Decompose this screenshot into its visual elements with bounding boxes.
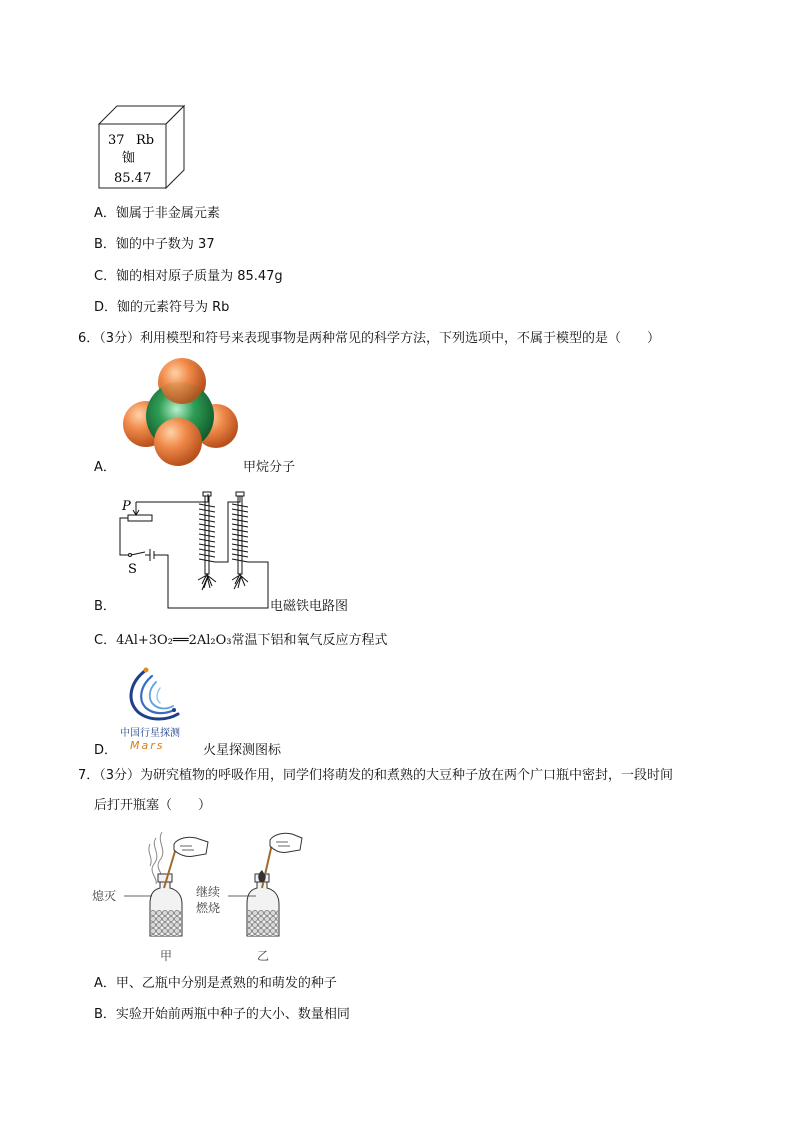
q6-option-b-key[interactable]: B． — [94, 599, 116, 614]
q5-option-b[interactable]: B．铷的中子数为 37 — [94, 237, 215, 252]
element-card-rubidium — [96, 104, 188, 192]
element-name: 铷 — [122, 151, 136, 166]
q6-option-a-caption: 甲烷分子 — [243, 460, 296, 475]
element-number: 37 — [108, 133, 125, 148]
mars-exploration-logo — [116, 660, 196, 752]
q5-option-a[interactable]: A．铷属于非金属元素 — [94, 206, 220, 221]
q7-option-b[interactable]: B．实验开始前两瓶中种子的大小、数量相同 — [94, 1007, 350, 1022]
rheostat-label-p: P — [122, 499, 131, 514]
element-symbol: Rb — [136, 133, 155, 148]
q6-option-d-caption: 火星探测图标 — [203, 743, 282, 758]
q7-stem-line2: 后打开瓶塞（ ） — [94, 798, 212, 813]
bottle-label-yi: 乙 — [257, 949, 270, 963]
q6-stem: 6．（3分）利用模型和符号来表现事物是两种常见的科学方法，下列选项中，不属于模型的是（ ） — [78, 331, 661, 346]
electromagnet-circuit-diagram — [112, 488, 272, 612]
logo-text-mars: Mars — [130, 739, 165, 752]
q7-option-a[interactable]: A．甲、乙瓶中分别是煮熟的和萌发的种子 — [94, 976, 337, 991]
switch-label-s: S — [128, 562, 137, 577]
q5-option-c[interactable]: C．铷的相对原子质量为 85.47g — [94, 269, 283, 284]
q6-option-d-key[interactable]: D． — [94, 743, 118, 758]
q5-option-d[interactable]: D．铷的元素符号为 Rb — [94, 300, 230, 315]
q6-option-a-key[interactable]: A． — [94, 460, 116, 475]
label-continue: 继续 — [196, 885, 221, 899]
bottle-label-jia: 甲 — [160, 949, 173, 963]
q6-option-b-caption: 电磁铁电路图 — [270, 599, 349, 614]
q6-option-c[interactable]: C．4Al+3O₂══2Al₂O₃常温下铝和氧气反应方程式 — [94, 633, 388, 648]
element-mass: 85.47 — [114, 171, 152, 186]
methane-molecule-model — [118, 356, 244, 468]
q7-stem-line1: 7．（3分）为研究植物的呼吸作用，同学们将萌发的和煮熟的大豆种子放在两个广口瓶中密封，一段时间 — [78, 768, 674, 783]
label-extinguished: 熄灭 — [92, 889, 117, 903]
aluminum-oxide-equation: 4Al+3O₂══2Al₂O₃ — [116, 633, 232, 648]
logo-text-cn: 中国行星探测 — [120, 728, 180, 739]
respiration-bottles-figure — [90, 826, 310, 968]
label-burning: 燃烧 — [196, 901, 221, 915]
